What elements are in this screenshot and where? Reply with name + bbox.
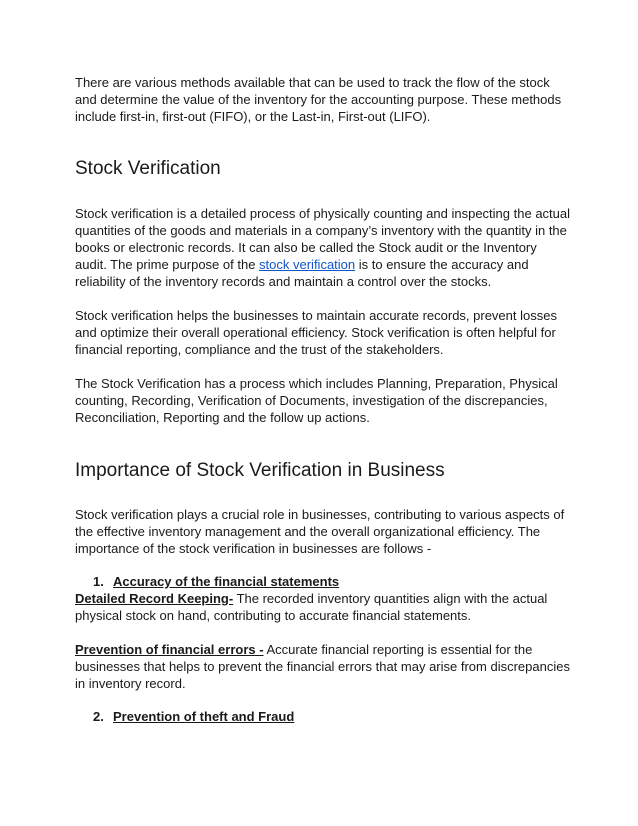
record-keeping-paragraph bbox=[75, 590, 570, 624]
intro-paragraph: There are various methods available that can be used to track the flow of the stock and determine the value of the inventory for the accounting purpose. These methods include first-in, first-out (FIFO), or the Last-in, First-out (LIFO). bbox=[75, 75, 562, 124]
heading-stock-verification: Stock Verification bbox=[75, 158, 221, 179]
heading-importance: Importance of Stock Verification in Business bbox=[75, 460, 445, 481]
stock-verification-paragraph-2: Stock verification helps the businesses to maintain accurate records, prevent losses and optimize their overall operational efficiency. Stock verification is often helpful for financial reporting, compliance and the trust of the stakeholders. bbox=[75, 308, 557, 357]
financial-errors-text: Accurate financial reporting is essential for the businesses that helps to prevent the financial errors that may arise from discrepancies in inventory record. bbox=[75, 642, 570, 691]
record-keeping-lead: Detailed Record Keeping- bbox=[75, 591, 234, 606]
list-item-accuracy bbox=[93, 573, 570, 590]
stock-verification-paragraph-3: The Stock Verification has a process which includes Planning, Preparation, Physical counting, Recording, Verification of Documents, investigation of the discrepancies, Reconciliation, Reporting and the follow up actions. bbox=[75, 376, 558, 425]
financial-errors-paragraph bbox=[75, 641, 570, 692]
stock-verification-link[interactable]: stock verification bbox=[259, 257, 356, 272]
document-page bbox=[75, 74, 570, 725]
list-number: 2. bbox=[93, 709, 104, 724]
list-number: 1. bbox=[93, 574, 104, 589]
financial-errors-lead: Prevention of financial errors - bbox=[75, 642, 264, 657]
list-item-theft-fraud bbox=[93, 708, 570, 725]
importance-paragraph: Stock verification plays a crucial role in businesses, contributing to various aspects of the effective inventory management and the overall organizational efficiency. The importance of the stock verification in businesses are follows - bbox=[75, 507, 565, 556]
paragraph-text: is to ensure the accuracy and reliability of the inventory records and maintain a control over the stocks. bbox=[75, 257, 529, 289]
list-title: Prevention of theft and Fraud bbox=[113, 709, 295, 724]
paragraph-text: Stock verification is a detailed process of physically counting and inspecting the actual quantities of the goods and materials in a company’s inventory with the quantity in the books or electronic records. It can also be called the Stock audit or the Inventory audit. The prime purpose of the bbox=[75, 206, 571, 272]
stock-verification-paragraph-1 bbox=[75, 205, 570, 290]
list-title: Accuracy of the financial statements bbox=[113, 574, 340, 589]
record-keeping-text: The recorded inventory quantities align with the actual physical stock on hand, contributing to accurate financial statements. bbox=[75, 591, 548, 623]
